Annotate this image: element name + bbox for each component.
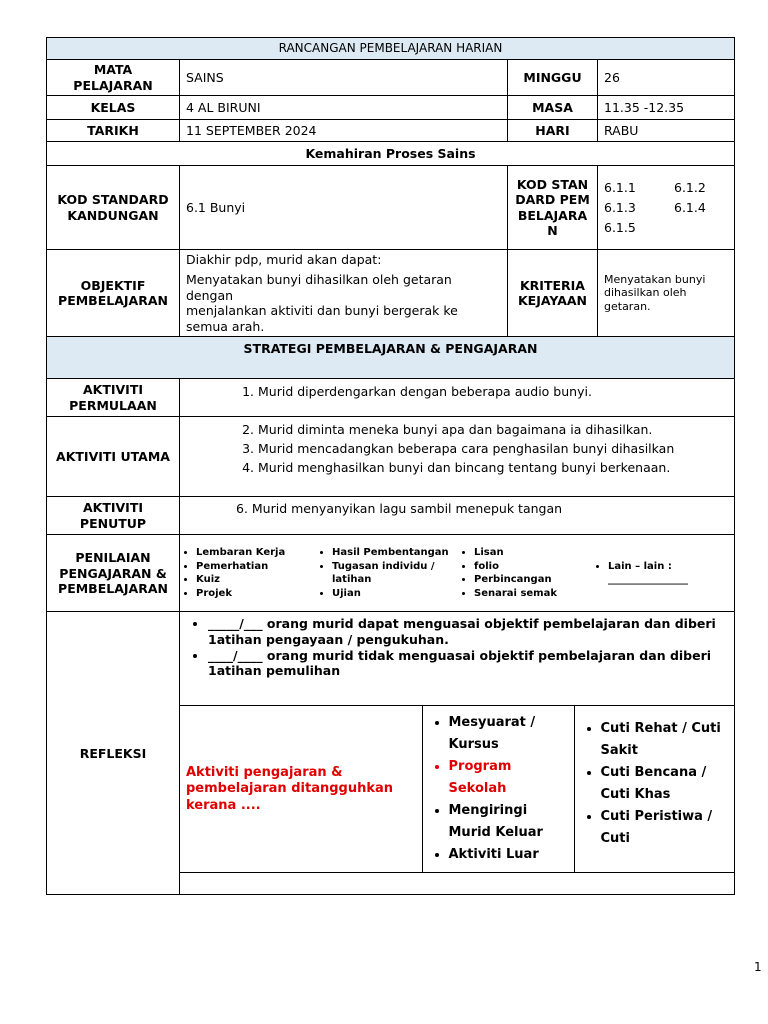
list-item: • Projek [196, 587, 314, 601]
masa-label: MASA [508, 96, 598, 120]
kod-standard-kandungan-value: 6.1 Bunyi [180, 166, 508, 250]
objektif-content [180, 250, 508, 337]
mata-pelajaran-value: SAINS [180, 60, 508, 96]
refleksi-label: REFLEKSI [47, 612, 180, 895]
tarikh-label: TARIKH [47, 120, 180, 142]
kod-standard-pembelajaran-label: KOD STANDARD PEMBELAJARAN [508, 166, 598, 250]
aktiviti-utama-label: AKTIVITI UTAMA [47, 417, 180, 497]
list-item: • Senarai semak [474, 587, 590, 601]
list-item: • Cuti Rehat / Cuti Sakit [601, 718, 735, 762]
kriteria-label: KRITERIA KEJAYAAN [508, 250, 598, 337]
hari-value: RABU [598, 120, 735, 142]
aktiviti-penutup-content: 6. Murid menyanyikan lagu sambil menepuk tangan [180, 497, 735, 535]
list-item: • Mesyuarat / Kursus [449, 712, 574, 756]
aktiviti-permulaan-list [186, 384, 728, 400]
list-item: • folio [474, 560, 590, 574]
list-item: 4. Murid menghasilkan bunyi dan bincang tentang bunyi berkenaan. [258, 460, 728, 476]
strategi-heading: STRATEGI PEMBELAJARAN & PENGAJARAN [47, 337, 735, 379]
list-item: • Mengiringi Murid Keluar [449, 800, 574, 844]
kriteria-value: Menyatakan bunyi dihasilkan oleh getaran. [598, 250, 735, 337]
refleksi-line-1: • _____/___ orang murid dapat menguasai objektif pembelajaran dan diberi 1atihan pengayaan / pengukuhan. [208, 616, 728, 647]
list-item: • Kuiz [196, 573, 314, 587]
tarikh-value: 11 SEPTEMBER 2024 [180, 120, 508, 142]
objektif-label: OBJEKTIF PEMBELAJARAN [47, 250, 180, 337]
penilaian-col-4 [592, 559, 726, 588]
penilaian-col-3 [458, 545, 592, 601]
list-item: 1. Murid diperdengarkan dengan beberapa audio bunyi. [258, 384, 728, 400]
refleksi-tangguh [180, 706, 735, 873]
kod-standard-kandungan-label: KOD STANDARD KANDUNGAN [47, 166, 180, 250]
list-item: • Cuti Bencana / Cuti Khas [601, 762, 735, 806]
ksp-code: 6.1.2 [674, 180, 706, 196]
kelas-label: KELAS [47, 96, 180, 120]
objektif-intro: Diakhir pdp, murid akan dapat: [186, 252, 382, 268]
penilaian-label: PENILAIAN PENGAJARAN & PEMBELAJARAN [47, 535, 180, 612]
objektif-line-2: menjalankan aktiviti dan bunyi bergerak ke semua arah. [186, 303, 458, 334]
penilaian-grid [180, 535, 734, 611]
penilaian-content [180, 535, 735, 612]
aktiviti-penutup-label: AKTIVITI PENUTUP [47, 497, 180, 535]
list-item: • Lisan [474, 546, 590, 560]
list-item: • Program Sekolah [449, 756, 574, 800]
page-number: 1 [754, 960, 762, 974]
minggu-label: MINGGU [508, 60, 598, 96]
list-item: • Tugasan individu / latihan [332, 560, 456, 587]
objektif-line-1: Menyatakan bunyi dihasilkan oleh getaran dengan [186, 271, 452, 303]
aktiviti-utama-content [180, 417, 735, 497]
sebab-list-a [422, 706, 574, 872]
hari-label: HARI [508, 120, 598, 142]
ksp-code: 6.1.1 [604, 180, 636, 196]
ksp-code: 6.1.3 [604, 199, 636, 215]
list-item: 2. Murid diminta meneka bunyi apa dan bagaimana ia dihasilkan. [258, 422, 728, 438]
list-item: • Aktiviti Luar [449, 844, 574, 866]
list-item: • Lain – lain : ________________ [608, 560, 724, 587]
aktiviti-permulaan-label: AKTIVITI PERMULAAN [47, 379, 180, 417]
lesson-plan-table [46, 37, 735, 895]
masa-value: 11.35 -12.35 [598, 96, 735, 120]
refleksi-tangguh-table [180, 706, 734, 872]
ksp-code: 6.1.4 [674, 199, 706, 215]
ksp-code: 6.1.5 [604, 219, 636, 235]
kemahiran-heading: Kemahiran Proses Sains [47, 142, 735, 166]
list-item: • Ujian [332, 587, 456, 601]
mata-pelajaran-label: MATA PELAJARAN [47, 60, 180, 96]
list-item: • Cuti Peristiwa / Cuti [601, 806, 735, 850]
aktiviti-permulaan-content [180, 379, 735, 417]
list-item: • Hasil Pembentangan [332, 546, 456, 560]
list-item: • Lembaran Kerja [196, 546, 314, 560]
list-item: • Pemerhatian [196, 560, 314, 574]
sebab-list-b [574, 706, 734, 872]
kelas-value: 4 AL BIRUNI [180, 96, 508, 120]
list-item: • Perbincangan [474, 573, 590, 587]
list-item: 3. Murid mencadangkan beberapa cara penghasilan bunyi dihasilkan [258, 441, 728, 457]
minggu-value: 26 [598, 60, 735, 96]
refleksi-top [180, 612, 735, 706]
aktiviti-utama-list [186, 422, 728, 475]
refleksi-line-2: • ____/____ orang murid tidak menguasai objektif pembelajaran dan diberi 1atihan pemulihan [208, 648, 728, 679]
document-title: RANCANGAN PEMBELAJARAN HARIAN [47, 38, 735, 60]
kod-standard-pembelajaran-codes [598, 166, 735, 250]
ditangguhkan-text: Aktiviti pengajaran & pembelajaran ditangguhkan kerana .... [186, 765, 394, 813]
refleksi-empty-row [180, 873, 735, 895]
penilaian-col-1 [180, 545, 316, 601]
penilaian-col-2 [316, 545, 458, 601]
